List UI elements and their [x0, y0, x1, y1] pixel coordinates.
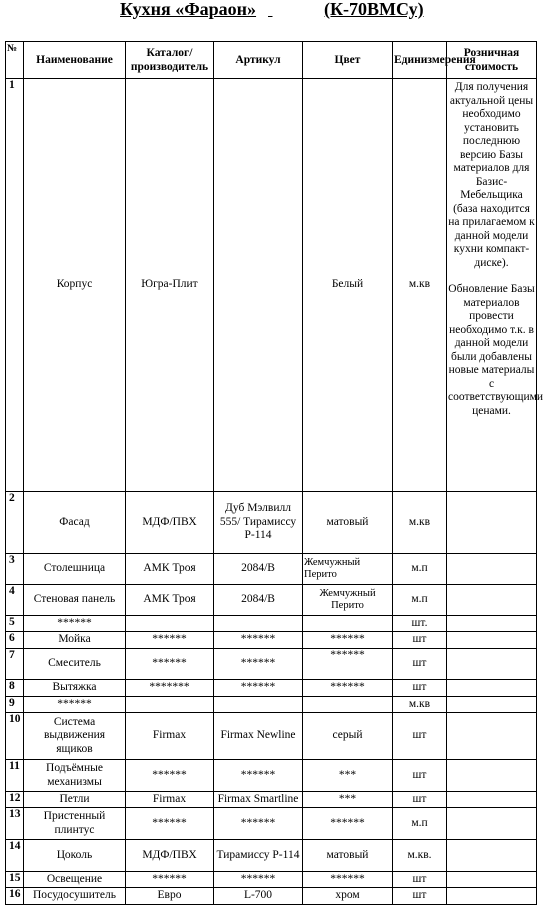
cell-price — [447, 632, 537, 649]
cell-article: ****** — [214, 872, 303, 888]
cell-unit: м.кв — [393, 697, 447, 713]
cell-color: ****** — [303, 680, 393, 697]
cell-article: ****** — [214, 760, 303, 792]
cell-catalog: Firmax — [126, 713, 214, 760]
cell-unit: шт. — [393, 616, 447, 632]
cell-price — [447, 808, 537, 840]
row-number: 14 — [6, 840, 24, 872]
cell-price — [447, 888, 537, 905]
cell-article: Дуб Мэлвилл 555/ Тирамиссу Р-114 — [214, 492, 303, 554]
cell-name: Мойка — [24, 632, 126, 649]
cell-catalog — [126, 697, 214, 713]
cell-unit: шт — [393, 792, 447, 808]
price-note-cell — [447, 79, 543, 492]
cell-price — [447, 760, 537, 792]
table-row — [6, 760, 537, 792]
cell-color — [303, 697, 393, 713]
cell-catalog: АМК Троя — [126, 554, 214, 585]
cell-name: Петли — [24, 792, 126, 808]
cell-article: ****** — [214, 680, 303, 697]
cell-color: Жемчужный Перито — [303, 585, 393, 616]
cell-catalog — [126, 616, 214, 632]
table-row — [6, 872, 537, 888]
cell-name: Освещение — [24, 872, 126, 888]
cell-name: Система выдвижения ящиков — [24, 713, 126, 760]
row-number: 9 — [6, 697, 24, 713]
cell-price — [447, 616, 537, 632]
cell-catalog: АМК Троя — [126, 585, 214, 616]
cell-catalog: МДФ/ПВХ — [126, 840, 214, 872]
cell-name: Корпус — [24, 79, 126, 492]
row-number: 3 — [6, 554, 24, 585]
cell-catalog: ****** — [126, 808, 214, 840]
cell-catalog: Евро — [126, 888, 214, 905]
col-price-header: Розничная стоимость — [447, 42, 537, 79]
cell-price — [447, 554, 537, 585]
row-number: 12 — [6, 792, 24, 808]
col-number-header: № — [6, 42, 24, 79]
table-row — [6, 554, 537, 585]
cell-catalog: ****** — [126, 632, 214, 649]
cell-price — [447, 649, 537, 680]
cell-price — [447, 872, 537, 888]
cell-unit: шт — [393, 872, 447, 888]
col-color-header: Цвет — [303, 42, 393, 79]
cell-catalog: ****** — [126, 760, 214, 792]
cell-unit: шт — [393, 649, 447, 680]
cell-article: ****** — [214, 808, 303, 840]
row-number: 11 — [6, 760, 24, 792]
cell-name: Вытяжка — [24, 680, 126, 697]
cell-unit: шт — [393, 888, 447, 905]
col-name-header: Наименование — [24, 42, 126, 79]
cell-unit: шт — [393, 632, 447, 649]
cell-article: 2084/В — [214, 554, 303, 585]
table-row — [6, 616, 537, 632]
cell-color: Жемчужный Перито — [303, 554, 393, 585]
row-number: 7 — [6, 649, 24, 680]
cell-catalog: ****** — [126, 872, 214, 888]
cell-name: Стеновая панель — [24, 585, 126, 616]
cell-price — [447, 697, 537, 713]
row-number: 15 — [6, 872, 24, 888]
cell-catalog: Firmax — [126, 792, 214, 808]
cell-article: Firmax Newline — [214, 713, 303, 760]
cell-unit: м.п — [393, 585, 447, 616]
cell-name: Фасад — [24, 492, 126, 554]
table-row — [6, 585, 537, 616]
cell-name: Смеситель — [24, 649, 126, 680]
col-article-header: Артикул — [214, 42, 303, 79]
cell-color: *** — [303, 760, 393, 792]
cell-name: Пристенный плинтус — [24, 808, 126, 840]
cell-color: матовый — [303, 840, 393, 872]
cell-article — [214, 616, 303, 632]
table-row — [6, 680, 537, 697]
table-row — [6, 792, 537, 808]
cell-name: Столешница — [24, 554, 126, 585]
col-catalog-header: Каталог/ производитель — [126, 42, 214, 79]
cell-price — [447, 792, 537, 808]
cell-price — [447, 585, 537, 616]
title-name: Кухня «Фараон» — [120, 0, 257, 19]
cell-color — [303, 616, 393, 632]
cell-unit: м.п — [393, 554, 447, 585]
cell-unit: м.кв — [393, 492, 447, 554]
title-model: (К-70ВМСу) — [324, 0, 424, 19]
cell-catalog: МДФ/ПВХ — [126, 492, 214, 554]
cell-name: ****** — [24, 697, 126, 713]
cell-name: ****** — [24, 616, 126, 632]
cell-unit: шт — [393, 760, 447, 792]
table-row — [6, 492, 537, 554]
cell-price — [447, 840, 537, 872]
cell-name: Посудосушитель — [24, 888, 126, 905]
row-number: 13 — [6, 808, 24, 840]
cell-article: ****** — [214, 632, 303, 649]
cell-unit: м.п — [393, 808, 447, 840]
table-row — [6, 632, 537, 649]
cell-color: Белый — [303, 79, 393, 492]
cell-catalog: Югра-Плит — [126, 79, 214, 492]
cell-article: 2084/В — [214, 585, 303, 616]
row-number: 16 — [6, 888, 24, 905]
cell-unit: м.кв. — [393, 840, 447, 872]
cell-name: Подъёмные механизмы — [24, 760, 126, 792]
materials-table — [5, 41, 543, 905]
title-underline-gap — [268, 0, 318, 17]
row-number: 4 — [6, 585, 24, 616]
cell-name: Цоколь — [24, 840, 126, 872]
table-row — [6, 713, 537, 760]
cell-color: матовый — [303, 492, 393, 554]
row-number: 2 — [6, 492, 24, 554]
table-header-row — [6, 42, 537, 79]
table-row — [6, 808, 537, 840]
row-number: 5 — [6, 616, 24, 632]
table-row — [6, 888, 537, 905]
cell-color: *** — [303, 792, 393, 808]
row-number: 6 — [6, 632, 24, 649]
cell-price — [447, 680, 537, 697]
cell-price — [447, 492, 537, 554]
row-number: 1 — [6, 79, 24, 492]
cell-color: ****** — [303, 808, 393, 840]
cell-article: L-700 — [214, 888, 303, 905]
cell-color: серый — [303, 713, 393, 760]
cell-color: ****** — [303, 872, 393, 888]
cell-catalog: ****** — [126, 649, 214, 680]
cell-catalog: ******* — [126, 680, 214, 697]
price-note-2: Обновление Базы материалов провести необходимо т.к. в данной модели были добавлены новые материалы с соответствующими ценами. — [448, 283, 543, 417]
cell-article: Тирамиссу Р-114 — [214, 840, 303, 872]
cell-color: ****** — [303, 649, 393, 680]
cell-article — [214, 697, 303, 713]
cell-color: ****** — [303, 632, 393, 649]
row-number: 8 — [6, 680, 24, 697]
cell-unit: шт — [393, 680, 447, 697]
cell-article — [214, 79, 303, 492]
price-note-1: Для получения актуальной цены необходимо установить последнюю версию Базы материалов для Базис-Мебельщика (база находится на прилагаемом к данной модели кухни компакт-диске). — [448, 81, 535, 269]
table-row — [6, 840, 537, 872]
cell-unit: шт — [393, 713, 447, 760]
row-number: 10 — [6, 713, 24, 760]
cell-article: Firmax Smartline — [214, 792, 303, 808]
cell-price — [447, 713, 537, 760]
cell-article: ****** — [214, 649, 303, 680]
table-row — [6, 649, 537, 680]
table-row — [6, 79, 537, 492]
cell-color: хром — [303, 888, 393, 905]
col-unit-header: Единизмерения — [393, 42, 447, 79]
document-title — [0, 0, 541, 22]
table-row — [6, 697, 537, 713]
cell-unit: м.кв — [393, 79, 447, 492]
